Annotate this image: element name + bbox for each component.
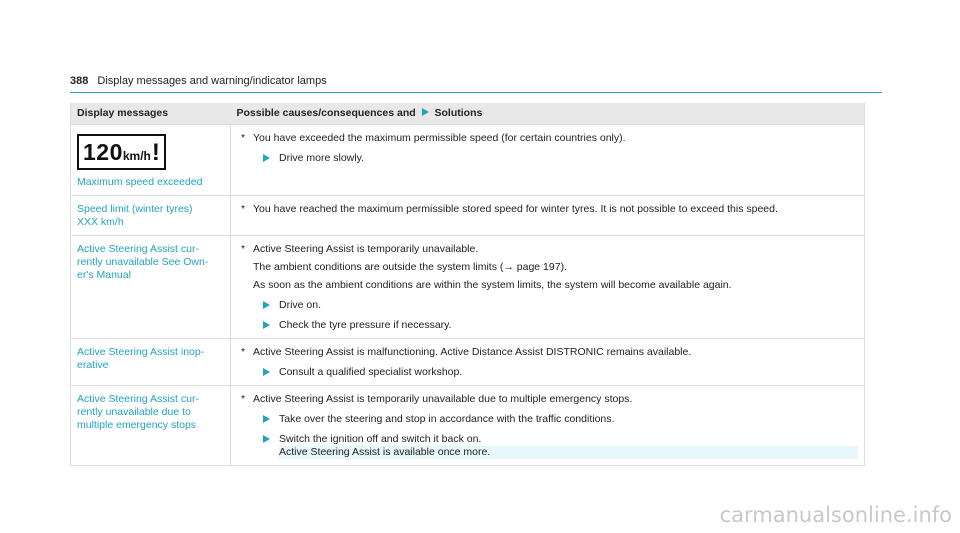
cause-cell [231,236,865,339]
arrow-right-icon [263,301,270,309]
cause-cell [231,339,865,386]
table-row [71,125,865,196]
speed-limit-display-icon: 120km/h! [77,134,166,170]
message-cell: Active Steering Assist cur- rently unavailable due to multiple emergency stops [71,386,231,466]
cause-item: * Active Steering Assist is temporarily unavailable due to multiple emergency stops. [241,393,633,405]
arrow-right-icon [263,415,270,423]
table-header-row [71,103,865,125]
table-row [71,236,865,339]
page-header [70,74,882,93]
table-row [71,339,865,386]
page-number: 388 [70,75,89,87]
cause-item: * Active Steering Assist is temporarily unavailable. [241,243,479,255]
cause-cell [231,125,865,196]
display-messages-table [70,103,865,466]
message-cell: Active Steering Assist inop- erative [71,339,231,386]
col-display-messages-header: Display messages [71,103,231,125]
cause-detail: The ambient conditions are outside the system limits (→ page 197). [253,261,567,273]
cause-detail: As soon as the ambient conditions are within the system limits, the system will become available again. [253,279,732,291]
solution-step: Consult a qualified specialist workshop. [253,366,858,379]
arrow-right-icon [422,108,429,116]
table-row [71,386,865,466]
page-title: Display messages and warning/indicator lamps [97,75,327,87]
solution-step: Drive more slowly. [253,152,858,165]
solution-step: Take over the steering and stop in accordance with the traffic conditions. [253,413,858,426]
arrow-right-icon [263,435,270,443]
watermark: carmanualsonline.info [719,503,952,527]
result-text: Active Steering Assist is available once more. [279,446,858,459]
arrow-right-icon [263,154,270,162]
message-cell: Active Steering Assist cur- rently unavailable See Own- er's Manual [71,236,231,339]
message-cell [71,125,231,196]
cause-cell [231,386,865,466]
solution-step: Check the tyre pressure if necessary. [253,319,858,332]
cause-item: * You have reached the maximum permissible stored speed for winter tyres. It is not possible to exceed this speed. [241,203,778,215]
table-row [71,196,865,236]
arrow-right-icon [263,321,270,329]
solution-step: Switch the ignition off and switch it back on. Active Steering Assist is available once more. [253,433,858,459]
message-text: Maximum speed exceeded [77,176,203,188]
cause-item: * You have exceeded the maximum permissible speed (for certain countries only). [241,132,626,144]
message-cell: Speed limit (winter tyres) XXX km/h [71,196,231,236]
col-causes-header: Possible causes/consequences and Solutions [231,103,865,125]
solution-step: Drive on. [253,299,858,312]
cause-cell [231,196,865,236]
cause-item: * Active Steering Assist is malfunctioning. Active Distance Assist DISTRONIC remains available. [241,346,692,358]
arrow-right-icon [263,368,270,376]
